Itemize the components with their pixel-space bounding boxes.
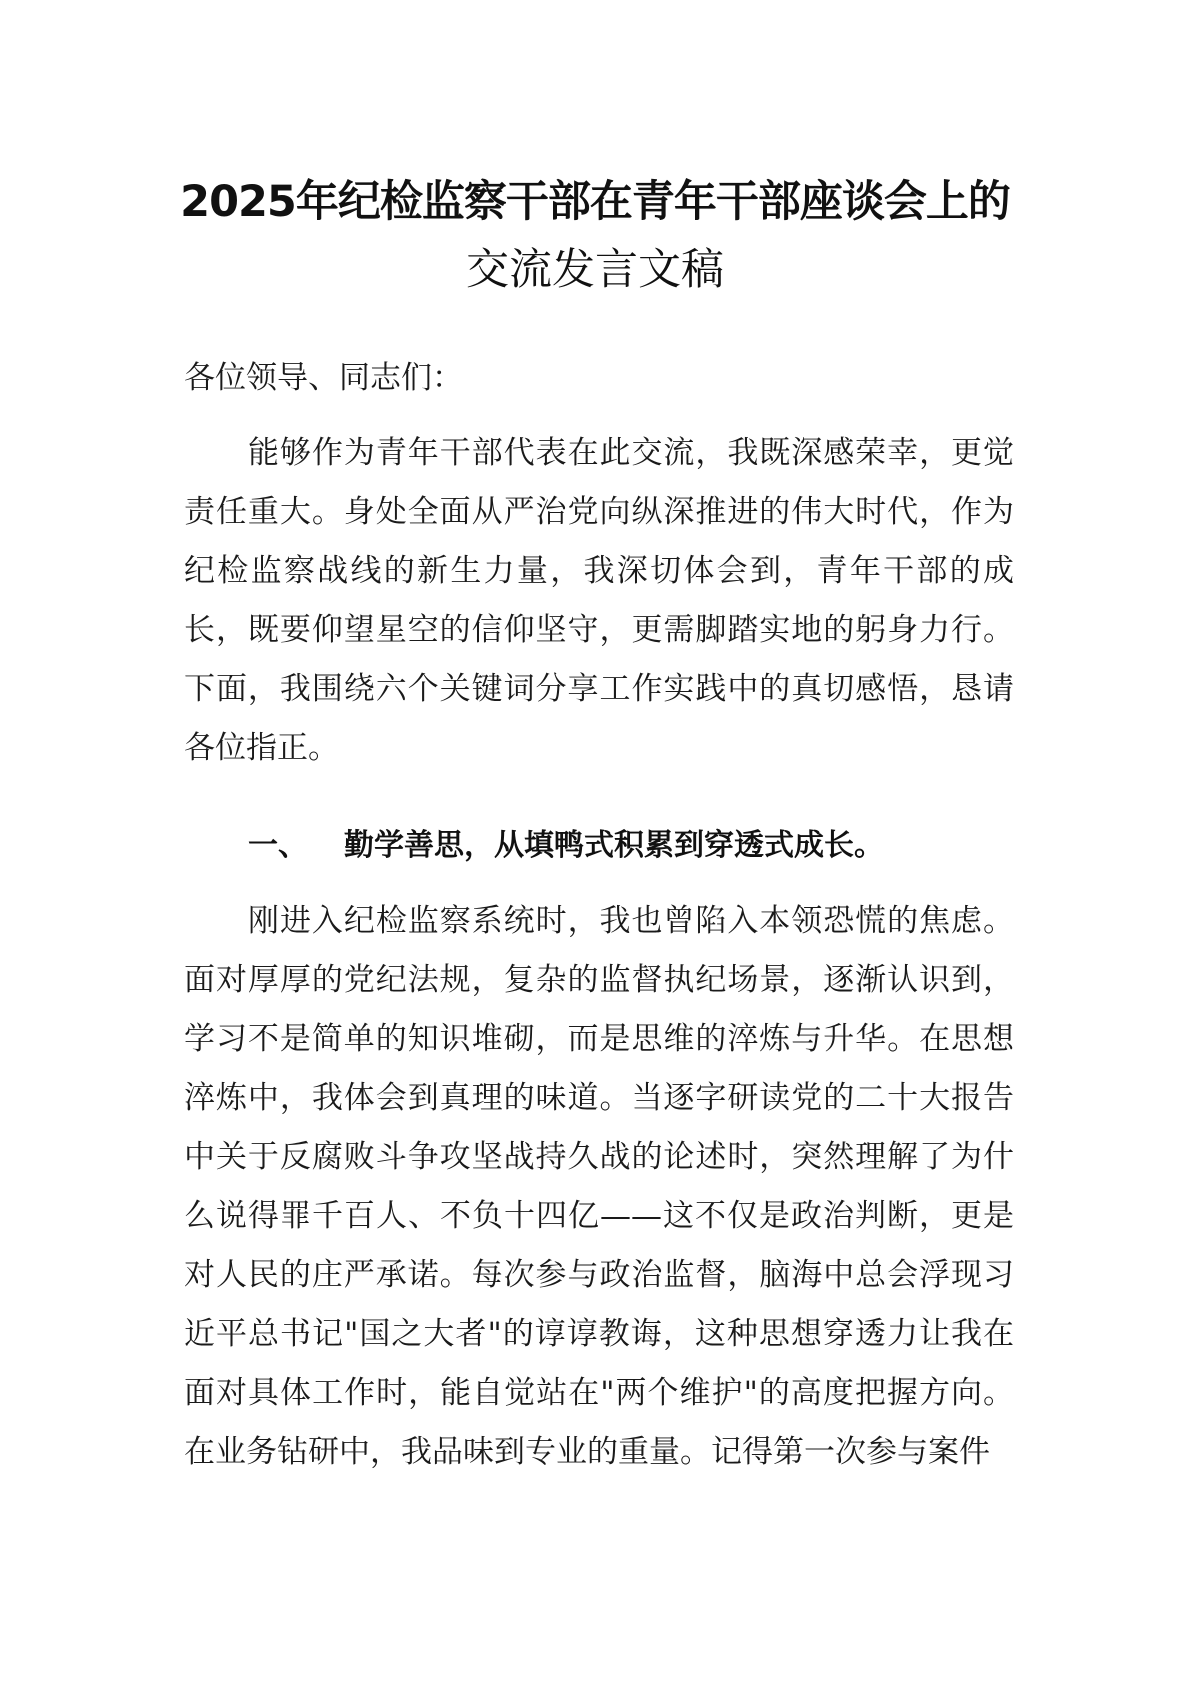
section-heading-1 — [248, 820, 884, 864]
section-number: 一、 — [248, 828, 308, 863]
paragraph-section-1: 刚进入纪检监察系统时，我也曾陷入本领恐慌的焦虑。面对厚厚的党纪法规，复杂的监督执纪场景，逐渐认识到，学习不是简单的知识堆砌，而是思维的淬炼与升华。在思想淬炼中，我体会到真理的味道。当逐字研读党的二十大报告中关于反腐败斗争攻坚战持久战的论述时，突然理解了为什么说得罪千百人、不负十四亿——这不仅是政治判断，更是对人民的庄严承诺。每次参与政治监督，脑海中总会浮现习近平总书记"国之大者"的谆谆教诲，这种思想穿透力让我在面对具体工作时，能自觉站在"两个维护"的高度把握方向。在业务钻研中，我品味到专业的重量。记得第一次参与案件 — [184, 903, 1014, 1470]
greeting: 各位领导、同志们： — [184, 360, 463, 396]
section-heading-text: 勤学善思，从填鸭式积累到穿透式成长。 — [344, 828, 884, 863]
document-title-line-2: 交流发言文稿 — [466, 245, 724, 295]
paragraph-intro: 能够作为青年干部代表在此交流，我既深感荣幸，更觉责任重大。身处全面从严治党向纵深推进的伟大时代，作为纪检监察战线的新生力量，我深切体会到，青年干部的成长，既要仰望星空的信仰坚守，更需脚踏实地的躬身力行。下面，我围绕六个关键词分享工作实践中的真切感悟，恳请各位指正。 — [184, 435, 1014, 766]
document-title-line-1: 2025年纪检监察干部在青年干部座谈会上的 — [180, 177, 1010, 227]
